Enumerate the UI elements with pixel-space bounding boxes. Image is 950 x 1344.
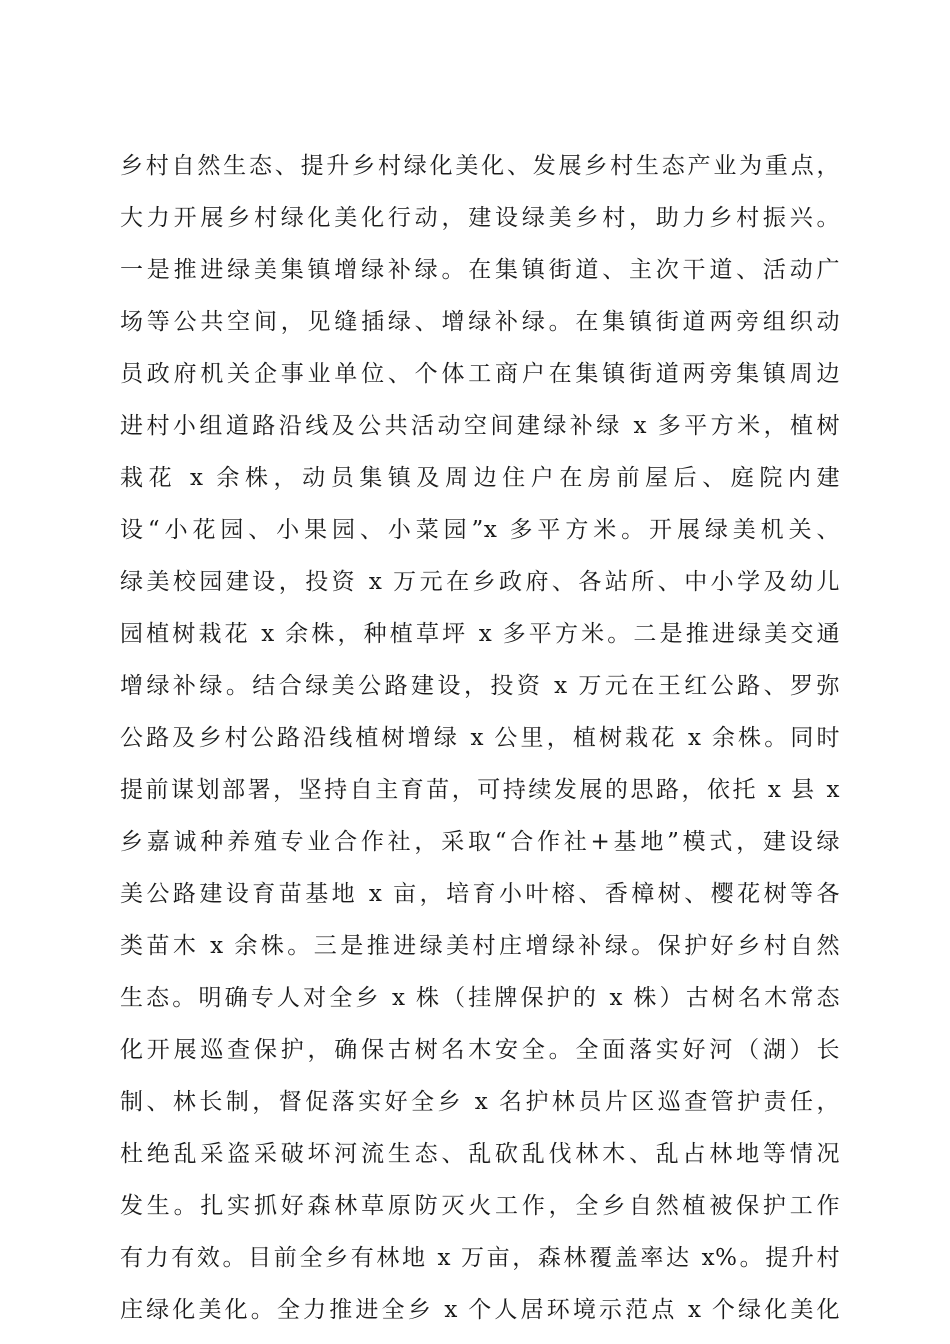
- text-line: 场等公共空间，见缝插绿、增绿补绿。在集镇街道两旁组织动: [120, 309, 840, 335]
- text-line: 发生。扎实抓好森林草原防灭火工作，全乡自然植被保护工作: [120, 1193, 840, 1219]
- text-line: 一是推进绿美集镇增绿补绿。在集镇街道、主次干道、活动广: [120, 257, 840, 283]
- text-line: 绿美校园建设，投资 x 万元在乡政府、各站所、中小学及幼儿: [120, 569, 840, 595]
- text-line: 杜绝乱采盗采破坏河流生态、乱砍乱伐林木、乱占林地等情况: [120, 1141, 840, 1167]
- text-line: 生态。明确专人对全乡 x 株（挂牌保护的 x 株）古树名木常态: [120, 985, 840, 1011]
- text-line: 大力开展乡村绿化美化行动，建设绿美乡村，助力乡村振兴。: [120, 205, 840, 231]
- text-line: 栽花 x 余株，动员集镇及周边住户在房前屋后、庭院内建: [120, 465, 840, 491]
- text-line: 化开展巡查保护，确保古树名木安全。全面落实好河（湖）长: [120, 1037, 840, 1063]
- text-line: 有力有效。目前全乡有林地 x 万亩，森林覆盖率达 x%。提升村: [120, 1245, 840, 1271]
- text-line: 美公路建设育苗基地 x 亩，培育小叶榕、香樟树、樱花树等各: [120, 881, 840, 907]
- text-line: 乡村自然生态、提升乡村绿化美化、发展乡村生态产业为重点，: [120, 153, 840, 179]
- text-line: 进村小组道路沿线及公共活动空间建绿补绿 x 多平方米，植树: [120, 413, 840, 439]
- text-line: 乡嘉诚种养殖专业合作社，采取“合作社+基地”模式，建设绿: [120, 829, 840, 855]
- text-line: 制、林长制，督促落实好全乡 x 名护林员片区巡查管护责任，: [120, 1089, 840, 1115]
- text-line: 员政府机关企事业单位、个体工商户在集镇街道两旁集镇周边: [120, 361, 840, 387]
- text-line: 设“小花园、小果园、小菜园”x 多平方米。开展绿美机关、: [120, 517, 840, 543]
- text-line: 庄绿化美化。全力推进全乡 x 个人居环境示范点 x 个绿化美化: [120, 1297, 840, 1323]
- text-line: 类苗木 x 余株。三是推进绿美村庄增绿补绿。保护好乡村自然: [120, 933, 840, 959]
- text-line: 增绿补绿。结合绿美公路建设，投资 x 万元在王红公路、罗弥: [120, 673, 840, 699]
- body-paragraph: [120, 140, 840, 1336]
- text-line: 公路及乡村公路沿线植树增绿 x 公里，植树栽花 x 余株。同时: [120, 725, 840, 751]
- text-line: 园植树栽花 x 余株，种植草坪 x 多平方米。二是推进绿美交通: [120, 621, 840, 647]
- text-line: 提前谋划部署，坚持自主育苗，可持续发展的思路，依托 x 县 x: [120, 777, 840, 803]
